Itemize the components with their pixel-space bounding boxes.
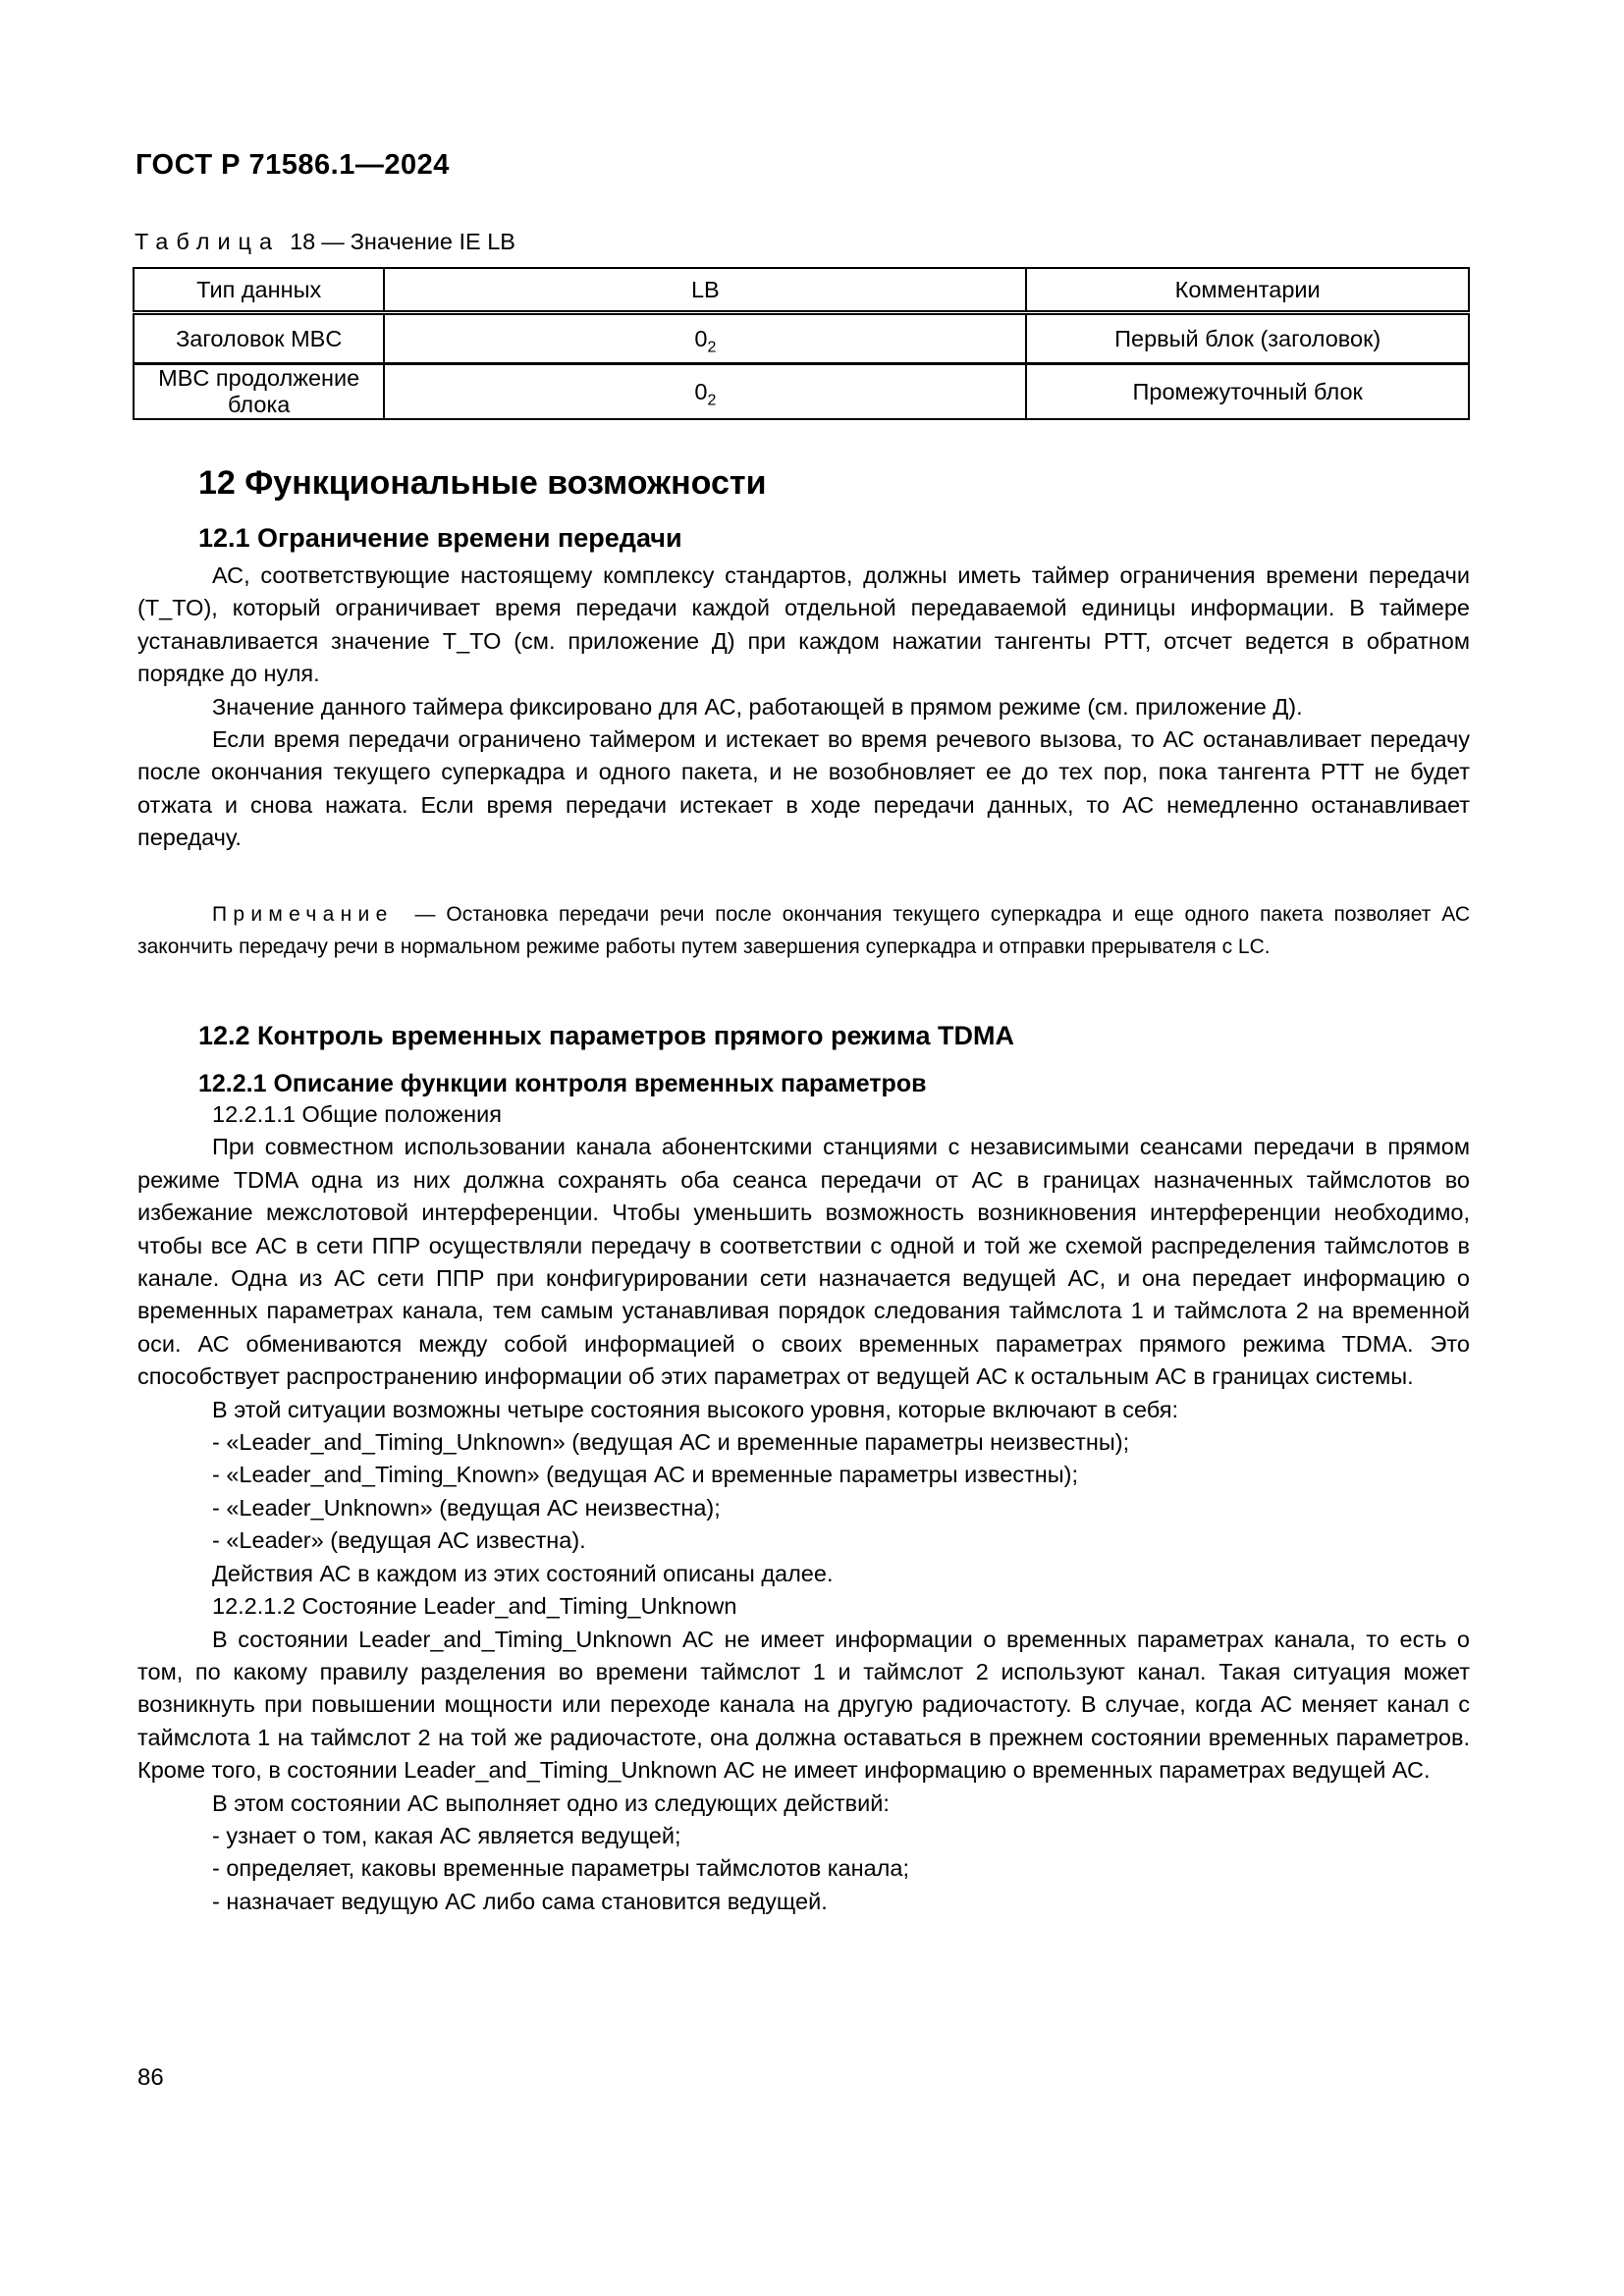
paragraph: При совместном использовании канала абонентскими станциями с независимыми сеансами передачи в прямом режиме TDMA одна из них должна сохранять оба сеанса передачи от АС в границах назначенных таймслотов во избежание межслотовой интерференции. Чтобы уменьшить возможность возникновения интерференции необходимо, чтобы все АС в сети ППР осуществляли передачу в соответствии с одной и той же схемой распределения таймслотов в канале. Одна из АС сети ППР при конфигурировании сети назначается ведущей АС, и она передает информацию о временных параметрах канала, тем самым устанавливая порядок следования таймслота 1 и таймслота 2 на временной оси. АС обмениваются между собой информацией о своих временных параметрах прямого режима TDMA. Это способствует распространению информации об этих параметрах от ведущей АС к остальным АС в границах системы. xyxy=(137,1134,1470,1390)
section-heading-12-2: 12.2 Контроль временных параметров прямого режима TDMA xyxy=(198,1021,1015,1050)
note-label: Примечание xyxy=(212,903,394,926)
section-heading-12: 12 Функциональные возможности xyxy=(198,464,767,502)
list-item: - «Leader_and_Timing_Known» (ведущая АС и временные параметры известны); xyxy=(212,1462,1078,1488)
lb-subscript: 2 xyxy=(707,339,717,356)
note-text: — Остановка передачи речи после окончания текущего суперкадра и еще одного пакета позволяет АС закончить передачу речи в нормальном режиме работы путем завершения суперкадра и отправки прерывателя с LC. xyxy=(137,903,1471,958)
table-header-row xyxy=(134,268,1469,313)
lb-base: 0 xyxy=(694,378,708,404)
paragraph: АС, соответствующие настоящему комплексу стандартов, должны иметь таймер ограничения времени передачи (T_TO), который ограничивает время передачи каждой отдельной передаваемой единицы информации. В таймере устанавливается значение T_TO (см. приложение Д) при каждом нажатии тангенты PTT, отсчет ведется в обратном порядке до нуля. xyxy=(137,562,1470,687)
paragraph: В этом состоянии АС выполняет одно из следующих действий: xyxy=(212,1789,890,1816)
list-item: - «Leader» (ведущая АС известна). xyxy=(212,1527,586,1554)
cell-comment: Первый блок (заголовок) xyxy=(1026,313,1469,364)
cell-lb-value xyxy=(384,364,1026,420)
list-item: - определяет, каковы временные параметры таймслотов канала; xyxy=(212,1855,909,1882)
table-caption-dash: — xyxy=(321,229,345,254)
table-caption-title: Значение IE LB xyxy=(350,229,515,254)
cell-data-type: Заголовок MBC xyxy=(134,313,384,364)
standard-code-header: ГОСТ Р 71586.1—2024 xyxy=(135,149,450,181)
paragraph: Значение данного таймера фиксировано для АС, работающей в прямом режиме (см. приложение Д). xyxy=(212,693,1303,720)
lb-subscript: 2 xyxy=(707,392,717,409)
column-header-comments: Комментарии xyxy=(1026,268,1469,313)
section-12-1-body xyxy=(137,560,1470,855)
section-heading-12-1: 12.1 Ограничение времени передачи xyxy=(198,523,682,553)
lb-base: 0 xyxy=(694,325,708,351)
section-heading-12-2-1: 12.2.1 Описание функции контроля временных параметров xyxy=(198,1070,927,1097)
note-block xyxy=(137,899,1470,963)
paragraph: В состоянии Leader_and_Timing_Unknown АС не имеет информации о временных параметрах канала, то есть о том, по какому правилу разделения во времени таймслот 1 и таймслот 2 используют канал. Такая ситуация может возникнуть при повышении мощности или переходе канала на другую радиочастоту. В случае, когда АС меняет канал с таймслота 1 на таймслот 2 на той же радиочастоте, она должна оставаться в прежнем состоянии временных параметров. Кроме того, в состоянии Leader_and_Timing_Unknown АС не имеет информацию о временных параметрах ведущей АС. xyxy=(137,1626,1470,1784)
table-caption-word: Таблица xyxy=(135,229,281,254)
paragraph: Если время передачи ограничено таймером и истекает во время речевого вызова, то АС останавливает передачу после окончания текущего суперкадра и одного пакета, и не возобновляет ее до тех пор, пока тангента PTT не будет отжата и снова нажата. Если время передачи истекает в ходе передачи данных, то АС немедленно останавливает передачу. xyxy=(137,726,1470,851)
cell-lb-value xyxy=(384,313,1026,364)
table-row xyxy=(134,313,1469,364)
table-caption-number: 18 xyxy=(290,229,316,254)
paragraph: Действия АС в каждом из этих состояний описаны далее. xyxy=(212,1560,834,1586)
list-item: - узнает о том, какая АС является ведущей; xyxy=(212,1822,681,1848)
page-number: 86 xyxy=(137,2064,164,2091)
cell-data-type: MBC продолжение блока xyxy=(134,364,384,420)
paragraph: В этой ситуации возможны четыре состояния высокого уровня, которые включают в себя: xyxy=(212,1396,1178,1422)
subsection-heading-12-2-1-1: 12.2.1.1 Общие положения xyxy=(212,1101,502,1127)
subsection-heading-12-2-1-2: 12.2.1.2 Состояние Leader_and_Timing_Unknown xyxy=(212,1593,737,1620)
column-header-lb: LB xyxy=(384,268,1026,313)
list-item: - «Leader_and_Timing_Unknown» (ведущая АС и временные параметры неизвестны); xyxy=(212,1429,1130,1456)
column-header-data-type: Тип данных xyxy=(134,268,384,313)
list-item: - назначает ведущую АС либо сама становится ведущей. xyxy=(212,1888,828,1914)
section-12-2-1-body xyxy=(137,1098,1470,1918)
table-18-ie-lb xyxy=(133,267,1470,420)
table-18-caption xyxy=(135,229,515,255)
table-row xyxy=(134,364,1469,420)
list-item: - «Leader_Unknown» (ведущая АС неизвестна); xyxy=(212,1494,721,1521)
cell-comment: Промежуточный блок xyxy=(1026,364,1469,420)
